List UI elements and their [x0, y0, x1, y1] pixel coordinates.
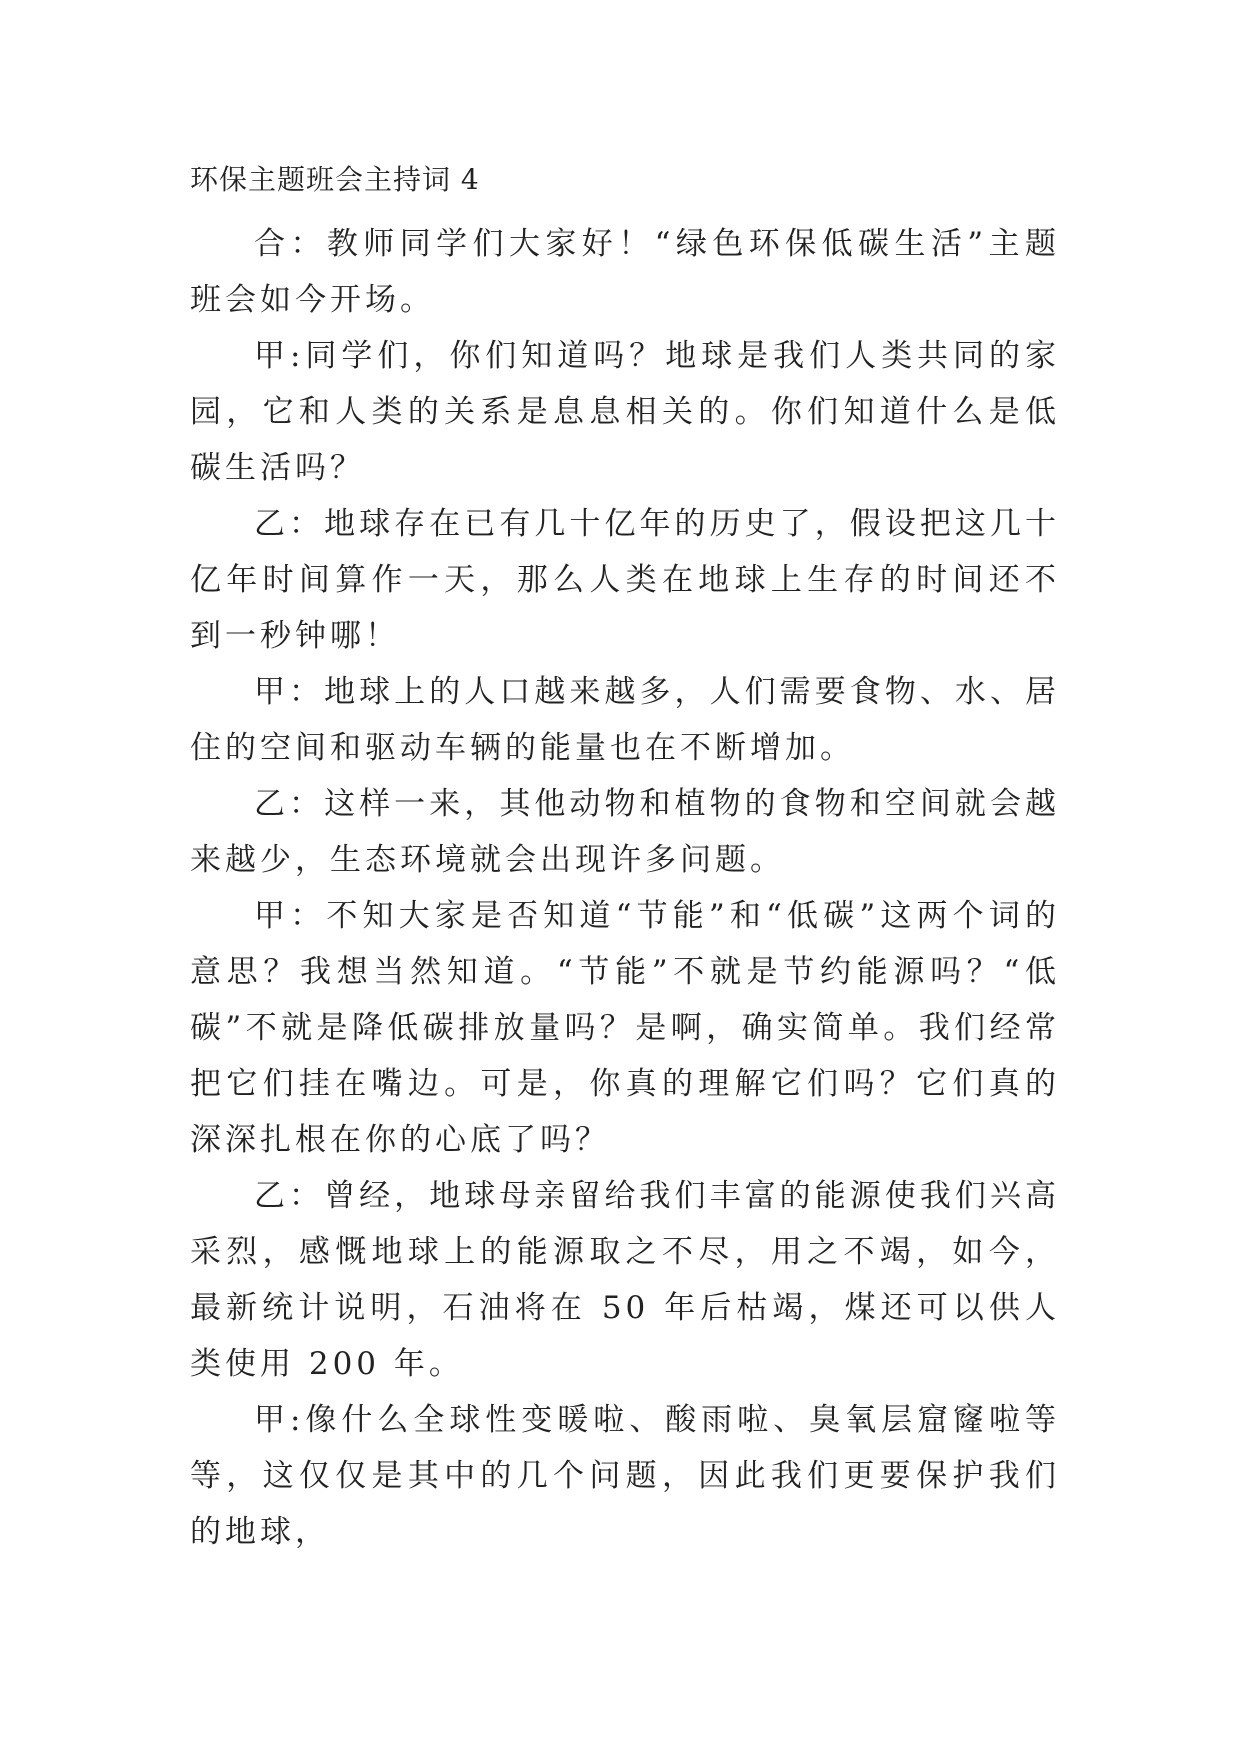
paragraph-yi-1: 乙：地球存在已有几十亿年的历史了，假设把这几十亿年时间算作一天，那么人类在地球上生存的时间还不到一秒钟哪！ [190, 506, 1060, 654]
paragraph-yi-2: 乙：这样一来，其他动物和植物的食物和空间就会越来越少，生态环境就会出现许多问题。 [190, 786, 1060, 878]
document-title: 环保主题班会主持词 4 [190, 163, 480, 196]
paragraph-opening: 合：教师同学们大家好！“绿色环保低碳生活”主题班会如今开场。 [190, 226, 1060, 318]
paragraph-jia-4: 甲:像什么全球性变暖啦、酸雨啦、臭氧层窟窿啦等等，这仅仅是其中的几个问题，因此我们更要保护我们的地球， [190, 1402, 1060, 1550]
document-body [190, 160, 1060, 1560]
paragraph-jia-3: 甲：不知大家是否知道“节能”和“低碳”这两个词的意思？我想当然知道。“节能”不就是节约能源吗？“低碳”不就是降低碳排放量吗？是啊，确实简单。我们经常把它们挂在嘴边。可是，你真的理解它们吗？它们真的深深扎根在你的心底了吗？ [190, 898, 1060, 1158]
paragraph-jia-2: 甲：地球上的人口越来越多，人们需要食物、水、居住的空间和驱动车辆的能量也在不断增加。 [190, 674, 1060, 766]
paragraph-yi-3: 乙：曾经，地球母亲留给我们丰富的能源使我们兴高采烈，感慨地球上的能源取之不尽，用之不竭，如今，最新统计说明，石油将在 50 年后枯竭，煤还可以供人类使用 200 年。 [190, 1178, 1060, 1382]
paragraph-jia-1: 甲:同学们，你们知道吗？地球是我们人类共同的家园，它和人类的关系是息息相关的。你们知道什么是低碳生活吗？ [190, 338, 1060, 486]
